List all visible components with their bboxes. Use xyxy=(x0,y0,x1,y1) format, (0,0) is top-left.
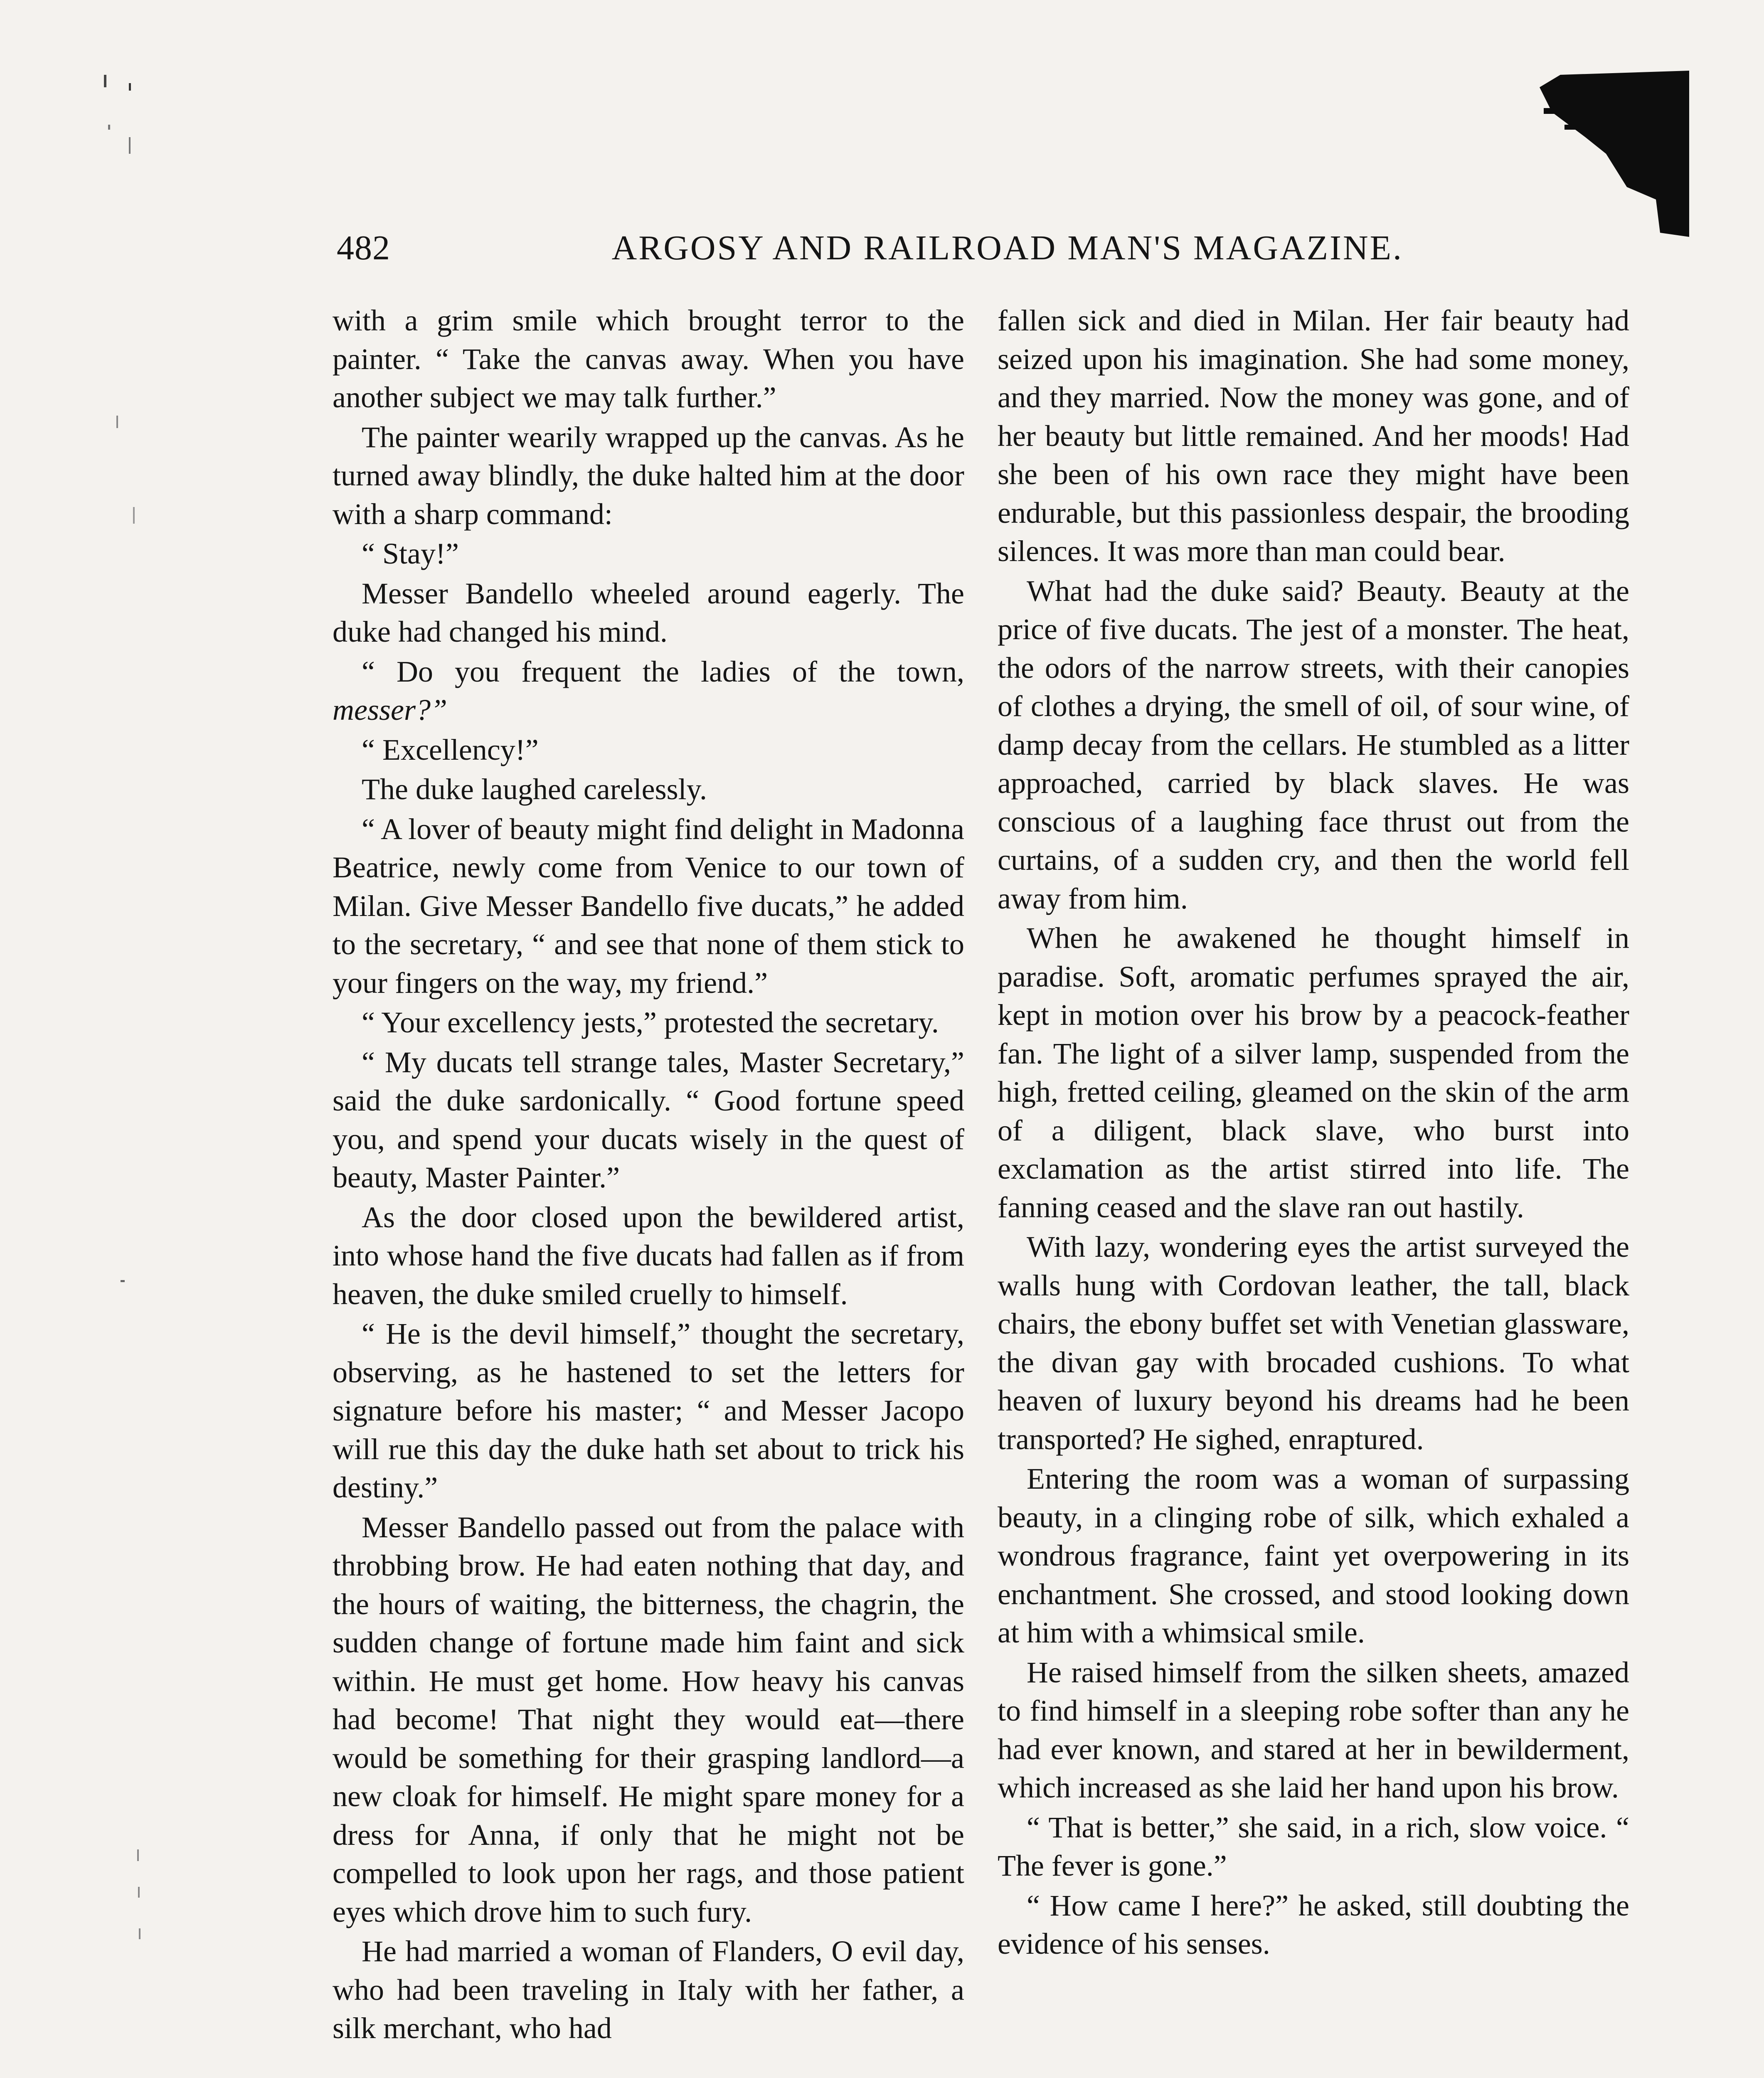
paragraph: He raised himself from the silken sheets, amazed to find himself in a sleeping robe softer than any he had ever known, and stared at her in bewilderment, which increased as she laid her hand upon his brow. xyxy=(998,1655,1629,1804)
scan-margin-specks xyxy=(83,42,166,2078)
paragraph: “ That is better,” she said, in a rich, slow voice. “ The fever is gone.” xyxy=(998,1810,1629,1882)
paragraph: Messer Bandello wheeled around eagerly. The duke had changed his mind. xyxy=(333,576,964,648)
paragraph: What had the duke said? Beauty. Beauty at the price of five ducats. The jest of a monster. The heat, the odors of the narrow streets, with their canopies of clothes a drying, the smell of oil, of sour wine, of damp decay from the cellars. He stumbled as a litter approached, carried by black slaves. He was conscious of a laughing face thrust out from the curtains, of a sudden cry, and then the world fell away from him. xyxy=(998,574,1629,915)
page-header xyxy=(337,228,1403,278)
paragraph-text: “ Do you frequent the ladies of the town, xyxy=(362,655,964,688)
paragraph: As the door closed upon the bewildered artist, into whose hand the five ducats had fallen as if from heaven, the duke smiled cruelly to himself. xyxy=(333,1200,964,1311)
scan-corner-blot xyxy=(1535,62,1693,237)
paragraph: “ A lover of beauty might find delight in Madonna Beatrice, newly come from Venice to our town of Milan. Give Messer Bandello five ducats,” he added to the secretary, “ and see that none of them stick to your fingers on the way, my friend.” xyxy=(333,812,964,1000)
paragraph: The duke laughed carelessly. xyxy=(362,773,707,806)
paragraph: with a grim smile which brought terror to the painter. “ Take the canvas away. When you have another subject we may talk further.” xyxy=(333,304,964,414)
paragraph: “ How came I here?” he asked, still doubting the evidence of his senses. xyxy=(998,1888,1629,1960)
paragraph: “ Stay!” xyxy=(362,537,459,570)
page-number: 482 xyxy=(337,229,390,267)
paragraph: “ Excellency!” xyxy=(362,733,539,766)
paragraph: The painter wearily wrapped up the canvas. As he turned away blindly, the duke halted him at the door with a sharp command: xyxy=(333,420,964,531)
right-column xyxy=(998,301,1629,1965)
left-column xyxy=(333,301,964,2049)
paragraph: He had married a woman of Flanders, O evil day, who had been traveling in Italy with her father, a silk merchant, who had xyxy=(333,1935,964,2045)
paragraph: fallen sick and died in Milan. Her fair beauty had seized upon his imagination. She had some money, and they married. Now the money was gone, and of her beauty but little remained. And her moods! Had she been of his own race they might have been endurable, but this passionless despair, the brooding silences. It was more than man could bear. xyxy=(998,304,1629,568)
paragraph: “ Your excellency jests,” protested the secretary. xyxy=(362,1006,939,1039)
paragraph: Entering the room was a woman of surpassing beauty, in a clinging robe of silk, which exhaled a wondrous fragrance, faint yet overpowering in its enchantment. She crossed, and stood looking down at him with a whimsical smile. xyxy=(998,1462,1629,1649)
paragraph xyxy=(333,652,964,729)
paragraph: When he awakened he thought himself in paradise. Soft, aromatic perfumes sprayed the air, kept in motion over his brow by a peacock-feather fan. The light of a silver lamp, suspended from the high, fretted ceiling, gleamed on the skin of the arm of a diligent, black slave, who burst into exclamation as the artist stirred into life. The fanning ceased and the slave ran out hastily. xyxy=(998,921,1629,1224)
paragraph-italic: messer?” xyxy=(333,693,448,726)
paragraph: With lazy, wondering eyes the artist surveyed the walls hung with Cordovan leather, the tall, black chairs, the ebony buffet set with Venetian glassware, the divan gay with brocaded cushions. To what heaven of luxury beyond his dreams had he been transported? He sighed, enraptured. xyxy=(998,1230,1629,1456)
paragraph: “ My ducats tell strange tales, Master Secretary,” said the duke sardonically. “ Good fortune speed you, and spend your ducats wisely in the quest of beauty, Master Painter.” xyxy=(333,1045,964,1194)
paragraph: Messer Bandello passed out from the palace with throbbing brow. He had eaten nothing that day, and the hours of waiting, the bitterness, the chagrin, the sudden change of fortune made him faint and sick within. He must get home. How heavy his canvas had become! That night they would eat—there would be something for their grasping landlord—a new cloak for himself. He might spare money for a dress for Anna, if only that he might not be compelled to look upon her rags, and those patient eyes which drove him to such fury. xyxy=(333,1510,964,1928)
paragraph: “ He is the devil himself,” thought the secretary, observing, as he hastened to set the letters for signature before his master; “ and Messer Jacopo will rue this day the duke hath set about to trick his destiny.” xyxy=(333,1317,964,1504)
running-title: ARGOSY AND RAILROAD MAN'S MAGAZINE. xyxy=(611,229,1403,267)
